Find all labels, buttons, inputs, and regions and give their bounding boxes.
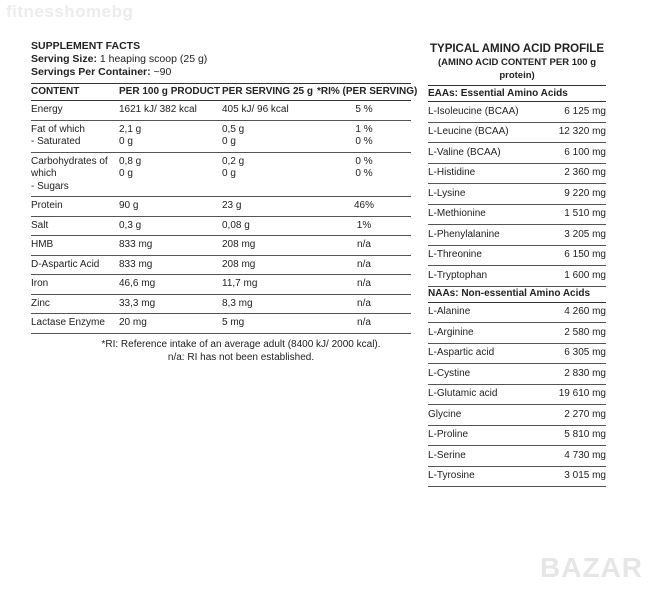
amino-acid-name: L-Histidine — [428, 163, 545, 184]
supplement-row — [31, 216, 411, 236]
amino-acid-value: 19 610 mg — [545, 384, 606, 405]
amino-acid-row — [428, 184, 606, 205]
amino-acid-row — [428, 364, 606, 385]
amino-acid-name: L-Arginine — [428, 323, 545, 344]
supplement-row — [31, 101, 411, 121]
supplement-table-body — [31, 101, 411, 334]
amino-acid-row — [428, 102, 606, 123]
servings-per-container-line — [31, 66, 411, 79]
supplement-row-ri: n/a — [317, 236, 411, 256]
supplement-row-ri: 5 % — [317, 101, 411, 121]
essential-amino-group-header — [428, 86, 606, 102]
serving-size-value: 1 heaping scoop (25 g) — [99, 53, 208, 65]
amino-acid-row — [428, 446, 606, 467]
supplement-row — [31, 152, 411, 197]
na-note: n/a: RI has not been established. — [167, 351, 315, 363]
supplement-row-ri: n/a — [317, 275, 411, 295]
amino-acid-name: L-Serine — [428, 446, 545, 467]
amino-acid-value: 3 205 mg — [545, 225, 606, 246]
amino-acid-name: L-Aspartic acid — [428, 343, 545, 364]
amino-acid-row — [428, 343, 606, 364]
amino-acid-row — [428, 122, 606, 143]
supplement-row-content: HMB — [31, 236, 119, 256]
supplement-row-per-100g: 833 mg — [119, 255, 222, 275]
supplement-row-content: Fat of which - Saturated — [31, 120, 119, 152]
supplement-facts-table — [31, 83, 418, 334]
supplement-row-per-serving: 208 mg — [222, 236, 317, 256]
supplement-row-per-serving: 0,5 g 0 g — [222, 120, 317, 152]
servings-per-container-label: Servings Per Container: — [31, 66, 151, 78]
amino-profile-subtitle: (AMINO ACID CONTENT PER 100 g protein) — [438, 57, 596, 81]
header-per-serving: PER SERVING 25 g — [222, 84, 317, 101]
amino-acid-profile-panel — [428, 42, 606, 487]
amino-acid-row — [428, 466, 606, 487]
amino-acid-value: 6 100 mg — [545, 143, 606, 164]
amino-table-body — [428, 86, 606, 487]
supplement-row-per-100g: 46,6 mg — [119, 275, 222, 295]
supplement-row-ri: 0 % 0 % — [317, 152, 411, 197]
header-content: CONTENT — [31, 84, 119, 101]
amino-acid-value: 3 015 mg — [545, 466, 606, 487]
amino-acid-value: 5 810 mg — [545, 425, 606, 446]
supplement-row-content: Energy — [31, 101, 119, 121]
amino-acid-value: 4 730 mg — [545, 446, 606, 467]
supplement-row — [31, 236, 411, 256]
supplement-row — [31, 314, 411, 334]
supplement-row-per-serving: 0,2 g 0 g — [222, 152, 317, 197]
supplement-row — [31, 255, 411, 275]
supplement-row-per-100g: 0,8 g 0 g — [119, 152, 222, 197]
supplement-row-ri: 46% — [317, 197, 411, 217]
supplement-row-content: Salt — [31, 216, 119, 236]
essential-amino-group-header-label: EAAs: Essential Amino Acids — [428, 86, 606, 102]
amino-acid-row — [428, 245, 606, 266]
amino-acid-name: L-Isoleucine (BCAA) — [428, 102, 545, 123]
supplement-row-per-serving: 11,7 mg — [222, 275, 317, 295]
amino-acid-row — [428, 405, 606, 426]
amino-acid-name: Glycine — [428, 405, 545, 426]
supplement-row — [31, 275, 411, 295]
amino-acid-row — [428, 143, 606, 164]
supplement-row-ri: n/a — [317, 255, 411, 275]
amino-acid-name: L-Valine (BCAA) — [428, 143, 545, 164]
amino-acid-name: L-Cystine — [428, 364, 545, 385]
amino-acid-name: L-Threonine — [428, 245, 545, 266]
serving-size-line — [31, 53, 411, 66]
nonessential-amino-group-header — [428, 286, 606, 302]
amino-acid-value: 6 125 mg — [545, 102, 606, 123]
amino-acid-row — [428, 425, 606, 446]
amino-acid-row — [428, 204, 606, 225]
amino-acid-row — [428, 225, 606, 246]
supplement-row-content: Zinc — [31, 294, 119, 314]
supplement-row-per-100g: 833 mg — [119, 236, 222, 256]
supplement-row-per-100g: 33,3 mg — [119, 294, 222, 314]
supplement-row-per-serving: 23 g — [222, 197, 317, 217]
amino-acid-row — [428, 266, 606, 287]
serving-size-label: Serving Size: — [31, 53, 97, 65]
supplement-row-per-serving: 5 mg — [222, 314, 317, 334]
supplement-row — [31, 120, 411, 152]
amino-acid-name: L-Lysine — [428, 184, 545, 205]
watermark-text: fitnesshomebg — [6, 2, 134, 21]
supplement-row — [31, 197, 411, 217]
supplement-row-content: Carbohydrates of which - Sugars — [31, 152, 119, 197]
supplement-facts-panel — [31, 40, 418, 364]
supplement-row-ri: n/a — [317, 294, 411, 314]
supplement-row-ri: 1 % 0 % — [317, 120, 411, 152]
supplement-row-ri: n/a — [317, 314, 411, 334]
amino-acid-value: 6 150 mg — [545, 245, 606, 266]
supplement-row-content: D-Aspartic Acid — [31, 255, 119, 275]
amino-acid-value: 2 270 mg — [545, 405, 606, 426]
amino-acid-value: 2 580 mg — [545, 323, 606, 344]
amino-acid-value: 1 510 mg — [545, 204, 606, 225]
supplement-row-content: Iron — [31, 275, 119, 295]
amino-acid-value: 2 830 mg — [545, 364, 606, 385]
nonessential-amino-group-header-label: NAAs: Non-essential Amino Acids — [428, 286, 606, 302]
supplement-row — [31, 294, 411, 314]
amino-acid-value: 12 320 mg — [545, 122, 606, 143]
servings-per-container-value: ~90 — [153, 66, 172, 78]
amino-acid-value: 1 600 mg — [545, 266, 606, 287]
supplement-row-per-100g: 0,3 g — [119, 216, 222, 236]
amino-acid-row — [428, 323, 606, 344]
supplement-row-content: Lactase Enzyme — [31, 314, 119, 334]
supplement-row-content: Protein — [31, 197, 119, 217]
amino-acid-value: 2 360 mg — [545, 163, 606, 184]
amino-acid-name: L-Phenylalanine — [428, 225, 545, 246]
supplement-row-per-100g: 2,1 g 0 g — [119, 120, 222, 152]
supplement-row-per-100g: 20 mg — [119, 314, 222, 334]
amino-acid-name: L-Alanine — [428, 302, 545, 323]
ri-note: *RI: Reference intake of an average adult (8400 kJ/ 2000 kcal). — [101, 338, 381, 350]
supplement-facts-title: SUPPLEMENT FACTS — [31, 40, 141, 52]
amino-acid-name: L-Tryptophan — [428, 266, 545, 287]
supplement-row-per-serving: 208 mg — [222, 255, 317, 275]
supplement-row-per-serving: 8,3 mg — [222, 294, 317, 314]
amino-acid-table — [428, 85, 606, 487]
amino-acid-name: L-Glutamic acid — [428, 384, 545, 405]
supplement-row-per-serving: 0,08 g — [222, 216, 317, 236]
amino-acid-value: 9 220 mg — [545, 184, 606, 205]
amino-acid-value: 4 260 mg — [545, 302, 606, 323]
supplement-row-per-100g: 90 g — [119, 197, 222, 217]
amino-acid-name: L-Tyrosine — [428, 466, 545, 487]
amino-profile-title: TYPICAL AMINO ACID PROFILE — [430, 43, 604, 55]
header-ri-percent: *RI% (PER SERVING) — [317, 84, 411, 101]
amino-acid-name: L-Proline — [428, 425, 545, 446]
amino-acid-name: L-Leucine (BCAA) — [428, 122, 545, 143]
amino-acid-row — [428, 163, 606, 184]
amino-acid-name: L-Methionine — [428, 204, 545, 225]
bazar-watermark: BAZAR — [540, 552, 643, 583]
amino-acid-row — [428, 302, 606, 323]
amino-acid-value: 6 305 mg — [545, 343, 606, 364]
supplement-row-per-serving: 405 kJ/ 96 kcal — [222, 101, 317, 121]
supplement-notes — [71, 338, 411, 364]
amino-acid-row — [428, 384, 606, 405]
header-per-100g: PER 100 g PRODUCT — [119, 84, 222, 101]
supplement-row-ri: 1% — [317, 216, 411, 236]
supplement-header-row — [31, 84, 411, 101]
supplement-row-per-100g: 1621 kJ/ 382 kcal — [119, 101, 222, 121]
